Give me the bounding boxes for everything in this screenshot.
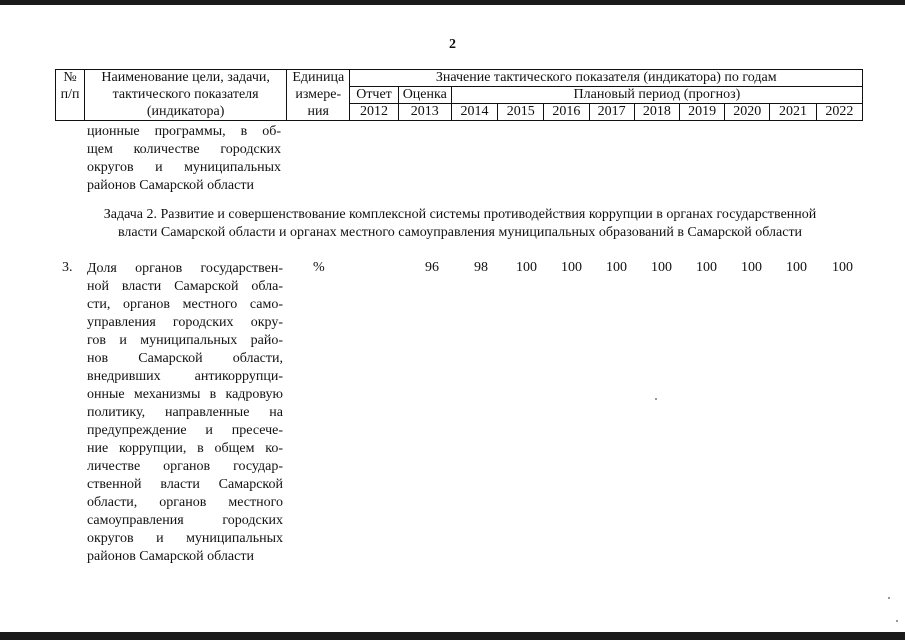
col-name-header-3: (индикатора) xyxy=(85,104,287,121)
col-name-header-1: Наименование цели, задачи, xyxy=(85,70,287,87)
value-2014: 98 xyxy=(474,260,488,275)
col-unit-header-3: ния xyxy=(287,104,350,121)
text-line: сти, органов местного само- xyxy=(87,297,283,312)
year-cell: 2017 xyxy=(589,104,634,121)
value-2013: 96 xyxy=(425,260,439,275)
col-num-header-3 xyxy=(56,104,85,121)
year-cell: 2014 xyxy=(451,104,497,121)
text-line: ционные программы, в об- xyxy=(87,124,281,139)
year-cell: 2018 xyxy=(634,104,679,121)
text-line: ственной власти Самарской xyxy=(87,477,283,492)
text-line: районов Самарской области xyxy=(87,178,254,193)
year-cell: 2021 xyxy=(770,104,816,121)
year-cell: 2019 xyxy=(679,104,724,121)
value-2021: 100 xyxy=(786,260,807,275)
continued-indicator-text xyxy=(87,123,281,195)
text-line: предупреждение и пресече- xyxy=(87,423,283,438)
value-2017: 100 xyxy=(606,260,627,275)
text-line: нов Самарской области, xyxy=(87,351,283,366)
task-heading xyxy=(70,206,850,242)
row-number: 3. xyxy=(62,260,73,275)
bottom-scan-border xyxy=(0,632,905,640)
text-line: районов Самарской области xyxy=(87,549,254,564)
col-unit-header-2: измере- xyxy=(287,87,350,104)
value-2016: 100 xyxy=(561,260,582,275)
scan-speck xyxy=(888,597,890,599)
text-line: Доля органов государствен- xyxy=(87,261,283,276)
year-cell: 2015 xyxy=(498,104,544,121)
indicator-name xyxy=(87,260,283,566)
values-title: Значение тактического показателя (индикатора) по годам xyxy=(350,70,863,87)
year-cell: 2020 xyxy=(725,104,770,121)
value-2015: 100 xyxy=(516,260,537,275)
text-line: ной власти Самарской обла- xyxy=(87,279,283,294)
top-scan-border xyxy=(0,0,905,5)
year-cell: 2016 xyxy=(544,104,589,121)
text-line: округов и муниципальных xyxy=(87,531,283,546)
text-line: области, органов местного xyxy=(87,495,283,510)
text-line: онные механизмы в кадровую xyxy=(87,387,283,402)
scan-speck xyxy=(655,398,657,400)
planning-period-label: Плановый период (прогноз) xyxy=(451,87,862,104)
value-2019: 100 xyxy=(696,260,717,275)
report-label: Отчет xyxy=(350,87,398,104)
col-name-header-2: тактического показателя xyxy=(85,87,287,104)
value-2018: 100 xyxy=(651,260,672,275)
col-unit-header-1: Единица xyxy=(287,70,350,87)
text-line: округов и муниципальных xyxy=(87,160,281,175)
text-line: управления городских окру- xyxy=(87,315,283,330)
unit-value: % xyxy=(313,260,325,275)
year-cell: 2013 xyxy=(398,104,451,121)
task-line: власти Самарской области и органах местного самоуправления муниципальных образований в Самарской области xyxy=(117,225,803,240)
text-line: щем количестве городских xyxy=(87,142,281,157)
task-line: Задача 2. Развитие и совершенствование комплексной системы противодействия коррупции в органах государственной xyxy=(103,207,817,222)
text-line: самоуправления городских xyxy=(87,513,283,528)
text-line: ние коррупции, в общем ко- xyxy=(87,441,283,456)
scan-speck xyxy=(896,620,898,622)
text-line: гов и муниципальных райо- xyxy=(87,333,283,348)
col-num-header-1: № xyxy=(56,70,85,87)
text-line: личестве органов государ- xyxy=(87,459,283,474)
col-num-header-2: п/п xyxy=(56,87,85,104)
text-line: внедривших антикоррупци- xyxy=(87,369,283,384)
value-2022: 100 xyxy=(832,260,853,275)
page-number: 2 xyxy=(449,37,456,52)
value-2020: 100 xyxy=(741,260,762,275)
year-cell: 2022 xyxy=(816,104,862,121)
year-cell: 2012 xyxy=(350,104,398,121)
estimate-label: Оценка xyxy=(398,87,451,104)
text-line: политику, направленные на xyxy=(87,405,283,420)
indicator-table-header xyxy=(55,69,863,121)
